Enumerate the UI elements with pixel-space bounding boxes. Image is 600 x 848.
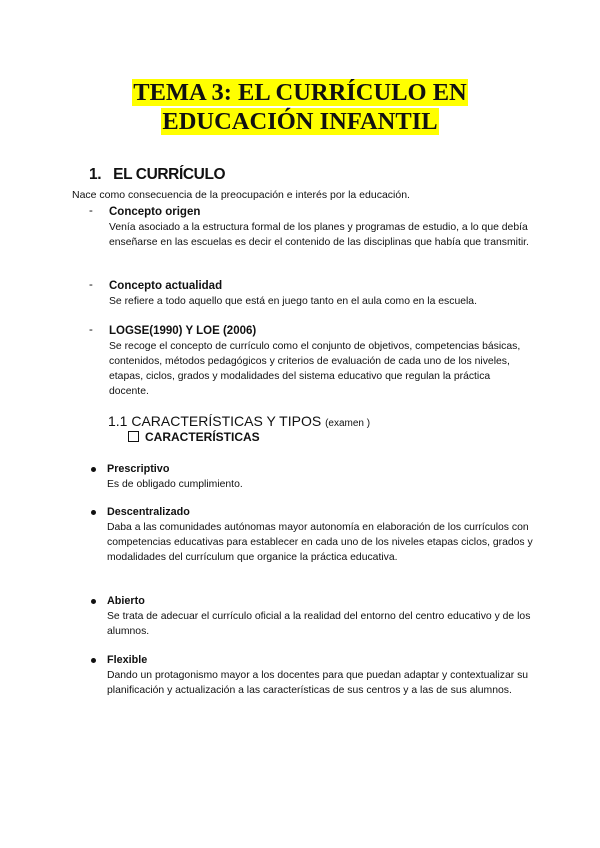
bullet-body: Dando un protagonismo mayor a los docentes para que puedan adaptar y contextualizar su planificación y actualización a las características de sus centros y a las de sus alumnos. [107, 670, 529, 696]
bullet-heading: Descentralizado [107, 506, 190, 518]
section-1-number: 1. [89, 166, 102, 183]
bullet-item-descentralizado [89, 505, 534, 565]
bullet-body: Daba a las comunidades autónomas mayor autonomía en elaboración de los currículos con competencias educativas para establecer en cada uno de los niveles etapas ciclos, grados y modalidades del currículum que organice la práctica educativa. [107, 522, 533, 563]
item-heading: Concepto origen [109, 206, 201, 218]
item-body: Venía asociado a la estructura formal de los planes y programas de estudio, a lo que debía enseñarse en las escuelas es decir el contenido de las disciplinas que había que transmitir. [109, 222, 529, 248]
bullet-body: Es de obligado cumplimiento. [107, 479, 243, 490]
title-line-2: EDUCACIÓN INFANTIL [162, 108, 438, 135]
dash-bullet: - [89, 324, 93, 336]
section-1-1-title: 1.1 CARACTERÍSTICAS Y TIPOS [108, 413, 322, 429]
bullet-body: Se trata de adecuar el currículo oficial a la realidad del entorno del centro educativo y de los alumnos. [107, 611, 531, 637]
bullet-dot-icon [91, 467, 96, 472]
section-1-title: EL CURRÍCULO [113, 166, 226, 183]
bullet-dot-icon [91, 599, 96, 604]
item-heading: LOGSE(1990) Y LOE (2006) [109, 325, 257, 337]
section-1-intro: Nace como consecuencia de la preocupación e interés por la educación. [72, 189, 410, 201]
dash-bullet: - [89, 279, 93, 291]
dash-bullet: - [89, 205, 93, 217]
bullet-heading: Abierto [107, 595, 145, 607]
bullet-item-prescriptivo [89, 462, 534, 492]
subheading-text: CARACTERÍSTICAS [145, 430, 260, 444]
bullet-item-abierto [89, 594, 534, 639]
bullet-dot-icon [91, 658, 96, 663]
bullet-item-flexible [89, 653, 534, 698]
list-item-concepto-actualidad [89, 279, 529, 309]
section-1-heading [89, 166, 225, 184]
title-line-1: TEMA 3: EL CURRÍCULO EN [133, 79, 467, 106]
document-title [0, 78, 600, 136]
item-body: Se recoge el concepto de currículo como el conjunto de objetivos, competencias básicas, contenidos, métodos pedagógicos y criterios de evaluación de cada uno de los niveles, etapas, ciclos, grados y modalidades del sistema educativo que regulan la práctica docente. [109, 341, 521, 397]
bullet-heading: Prescriptivo [107, 463, 170, 475]
characteristics-subheading [128, 430, 260, 444]
bullet-dot-icon [91, 510, 96, 515]
section-1-1-heading [108, 413, 370, 429]
checkbox-icon [128, 431, 139, 442]
list-item-concepto-origen [89, 205, 529, 250]
list-item-logse-loe [89, 324, 529, 399]
item-heading: Concepto actualidad [109, 280, 223, 292]
item-body: Se refiere a todo aquello que está en juego tanto en el aula como en la escuela. [109, 296, 477, 307]
bullet-heading: Flexible [107, 654, 148, 666]
exam-note: (examen ) [325, 418, 371, 429]
